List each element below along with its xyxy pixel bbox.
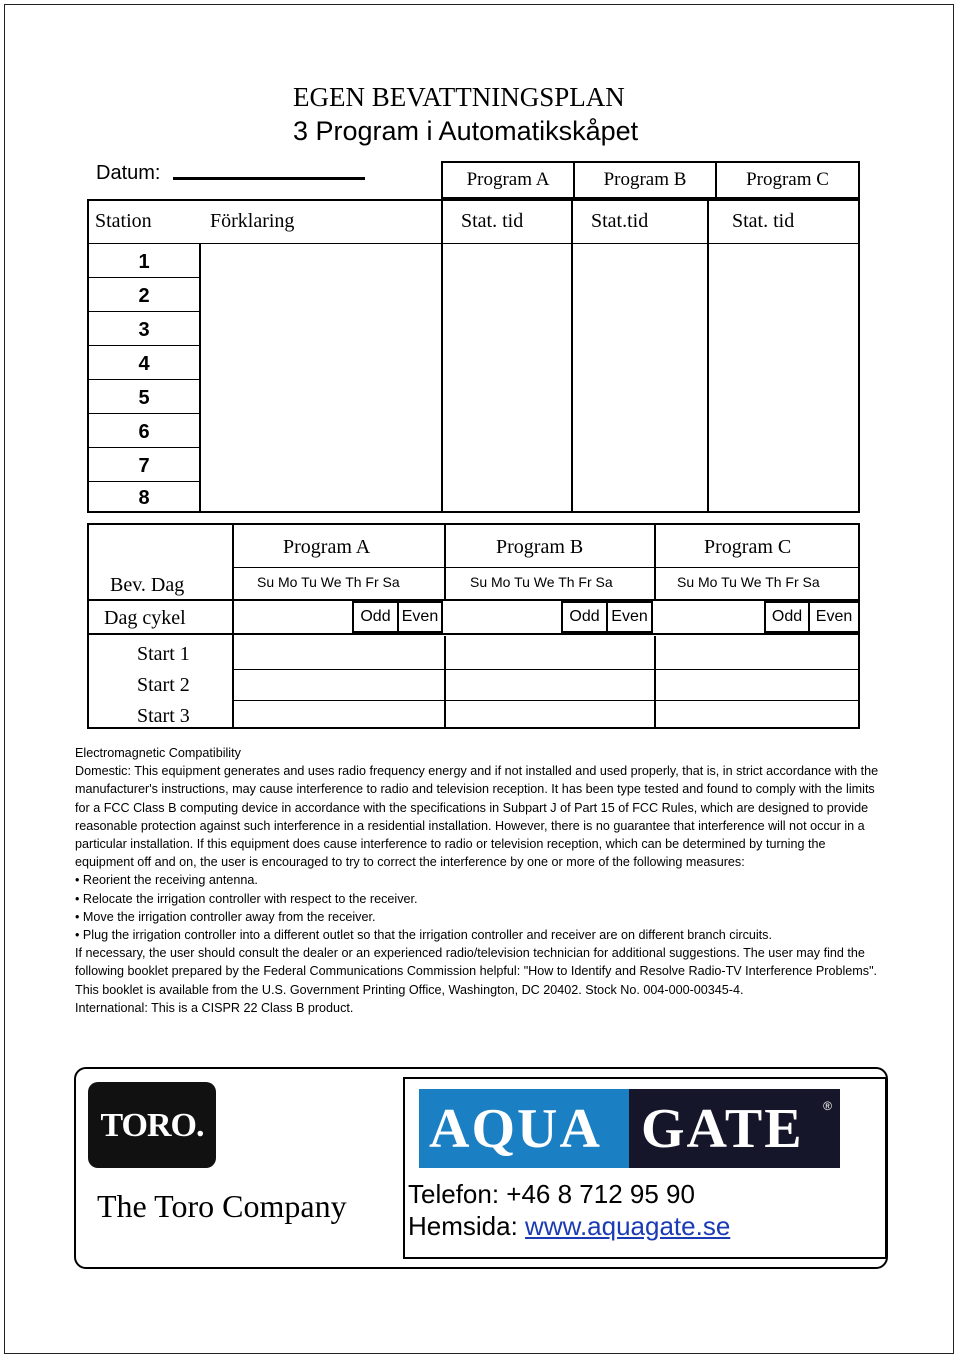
emc-paragraph: If necessary, the user should consult the dealer or an experienced radio/television technician for additional suggestions. The user may find the following booklet prepared by the Federal Communications Commission helpful: "How to Identify and Resolve Radio-TV Interference Problems". This booklet is available from the U.S. Government Printing Office, Washington, DC 20402. Stock No. 004-000-00345-4.	[75, 946, 878, 997]
column-divider	[654, 636, 656, 727]
column-divider	[199, 243, 201, 511]
even-option[interactable]: Even	[611, 608, 648, 625]
column-divider	[444, 636, 446, 727]
station-number-4: 4	[138, 353, 150, 375]
description-header: Förklaring	[210, 210, 295, 232]
emc-notice	[75, 744, 885, 1017]
column-divider	[654, 525, 656, 601]
schedule-program-header	[441, 161, 860, 199]
aquagate-logo-right	[629, 1089, 840, 1168]
program-a-header: Program A	[466, 169, 550, 190]
station-number-3: 3	[138, 319, 150, 341]
emc-bullet: • Relocate the irrigation controller with respect to the receiver.	[75, 891, 418, 906]
row-divider	[89, 599, 860, 601]
phone-number: Telefon: +46 8 712 95 90	[408, 1179, 695, 1209]
odd-even-program-b[interactable]	[561, 601, 653, 633]
column-divider	[707, 201, 709, 511]
days-program-c[interactable]: Su Mo Tu We Th Fr Sa	[677, 574, 820, 590]
date-label: Datum:	[96, 162, 161, 184]
station-number-6: 6	[138, 421, 150, 443]
program-c-header: Program C	[746, 169, 829, 190]
emc-heading: Electromagnetic Compatibility	[75, 746, 241, 760]
program-c-label: Program C	[704, 536, 792, 558]
start-1-label: Start 1	[137, 643, 190, 665]
even-option[interactable]: Even	[815, 608, 853, 625]
station-number-7: 7	[138, 455, 150, 477]
aquagate-logo	[419, 1089, 840, 1168]
program-a-label: Program A	[283, 536, 371, 558]
aquagate-logo-left	[419, 1089, 629, 1168]
aquagate-logo-aqua: AQUA	[429, 1098, 602, 1160]
program-b-header: Program B	[603, 169, 687, 190]
toro-logo	[88, 1082, 216, 1168]
row-divider	[89, 633, 860, 635]
website-label: Hemsida:	[408, 1211, 526, 1241]
station-number-8: 8	[138, 487, 150, 509]
page-subtitle: 3 Program i Automatikskåpet	[293, 116, 639, 146]
toro-logo-text: TORO.	[100, 1107, 204, 1144]
station-number-1: 1	[138, 251, 150, 273]
emc-paragraph: International: This is a CISPR 22 Class B product.	[75, 1000, 354, 1015]
header-divider	[89, 243, 858, 244]
row-divider	[89, 413, 199, 414]
row-divider	[232, 700, 858, 701]
station-schedule-table	[87, 199, 860, 513]
page-title: EGEN BEVATTNINGSPLAN	[293, 82, 625, 112]
start-3-label: Start 3	[137, 705, 190, 727]
row-divider	[89, 379, 199, 380]
emc-bullet: • Move the irrigation controller away from the receiver.	[75, 909, 376, 924]
program-b-label: Program B	[496, 536, 584, 558]
even-option[interactable]: Even	[401, 608, 439, 625]
start-time-a-header: Stat. tid	[461, 210, 524, 232]
registered-mark: ®	[823, 1099, 832, 1113]
start-2-label: Start 2	[137, 674, 190, 696]
column-divider	[571, 201, 573, 511]
day-cycle-label: Dag cykel	[104, 607, 186, 629]
aquagate-logo-gate: GATE	[641, 1098, 804, 1160]
start-time-c-header: Stat. tid	[732, 210, 795, 232]
odd-option[interactable]: Odd	[766, 603, 810, 631]
website-link[interactable]: www.aquagate.se	[525, 1211, 731, 1241]
row-divider	[89, 447, 199, 448]
odd-option[interactable]: Odd	[354, 603, 399, 631]
toro-company-name: The Toro Company	[97, 1188, 347, 1224]
days-program-a[interactable]: Su Mo Tu We Th Fr Sa	[257, 574, 400, 590]
odd-even-program-c[interactable]	[764, 601, 860, 633]
column-divider	[232, 525, 234, 727]
website-line	[408, 1211, 730, 1242]
row-divider	[232, 567, 858, 568]
row-divider	[89, 311, 199, 312]
watering-days-label: Bev. Dag	[110, 574, 185, 596]
station-header: Station	[95, 210, 152, 232]
row-divider	[89, 481, 199, 482]
column-divider	[444, 525, 446, 601]
row-divider	[89, 277, 199, 278]
station-number-2: 2	[138, 285, 150, 307]
odd-even-program-a[interactable]	[352, 601, 443, 633]
odd-option[interactable]: Odd	[563, 603, 608, 631]
date-field-line[interactable]	[173, 177, 365, 180]
emc-paragraph: Domestic: This equipment generates and uses radio frequency energy and if not installed and used properly, that is, in strict accordance with the manufacturer's instructions, may cause interference to radio and television reception. It has been type tested and found to comply with the limits for a FCC Class B computing device in accordance with the specifications in Subpart J of Part 15 of FCC Rules, which are designed to provide reasonable protection against such interference in a residential installation. However, there is no guarantee that interference will not occur in a particular installation. If this equipment does cause interference to radio or television reception, which can be determined by turning the equipment off and on, the user is encouraged to try to correct the interference by one or more of the following measures:	[75, 764, 879, 870]
row-divider	[89, 345, 199, 346]
row-divider	[232, 669, 858, 670]
days-program-b[interactable]: Su Mo Tu We Th Fr Sa	[470, 574, 613, 590]
station-number-5: 5	[138, 387, 150, 409]
emc-bullet: • Reorient the receiving antenna.	[75, 873, 258, 888]
column-divider	[441, 201, 443, 511]
start-time-b-header: Stat.tid	[591, 210, 649, 232]
emc-bullet: • Plug the irrigation controller into a different outlet so that the irrigation controller and receiver are on different branch circuits.	[75, 928, 772, 943]
